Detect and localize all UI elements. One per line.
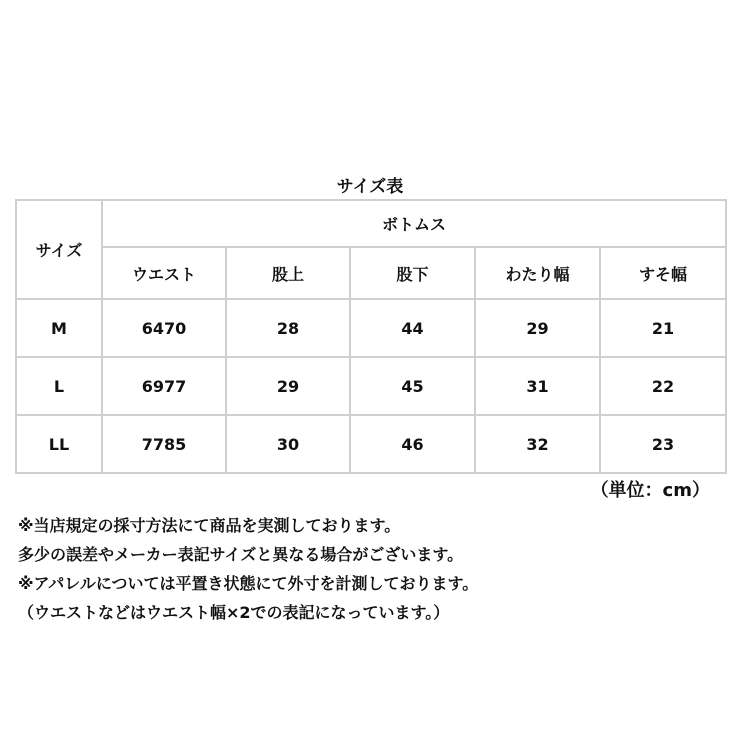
table-cell: 30 [226, 415, 350, 473]
table-title: サイズ表 [336, 177, 404, 197]
table-cell: 29 [226, 357, 350, 415]
size-label: L [16, 357, 102, 415]
table-cell: 6977 [102, 357, 226, 415]
column-header-rise: 股上 [226, 247, 350, 299]
table-row [16, 357, 726, 415]
column-header-waist: ウエスト [102, 247, 226, 299]
size-label: M [16, 299, 102, 357]
table-cell: 46 [350, 415, 475, 473]
notes [18, 511, 733, 627]
note-line: 多少の誤差やメーカー表記サイズと異なる場合がございます。 [18, 545, 464, 564]
table-cell: 28 [226, 299, 350, 357]
size-label: LL [16, 415, 102, 473]
table-cell: 22 [600, 357, 726, 415]
note-line: ※当店規定の採寸方法にて商品を実測しております。 [18, 516, 401, 535]
table-cell: 32 [475, 415, 600, 473]
table-row [16, 299, 726, 357]
table-cell: 29 [475, 299, 600, 357]
note-line: （ウエストなどはウエスト幅×2での表記になっています。） [18, 603, 450, 622]
column-header-hem-width: すそ幅 [600, 247, 726, 299]
table-row [16, 415, 726, 473]
column-header-thigh-width: わたり幅 [475, 247, 600, 299]
table-cell: 44 [350, 299, 475, 357]
table-cell: 45 [350, 357, 475, 415]
table-cell: 7785 [102, 415, 226, 473]
table-cell: 6470 [102, 299, 226, 357]
size-table [15, 199, 727, 474]
table-header-row-group [16, 200, 726, 247]
table-cell: 21 [600, 299, 726, 357]
note-line: ※アパレルについては平置き状態にて外寸を計測しております。 [18, 574, 479, 593]
table-cell: 31 [475, 357, 600, 415]
unit-label: （単位：cm） [590, 480, 710, 501]
table-header-row-columns [16, 247, 726, 299]
table-cell: 23 [600, 415, 726, 473]
size-column-header: サイズ [16, 200, 102, 299]
bottoms-group-header: ボトムス [102, 200, 726, 247]
column-header-inseam: 股下 [350, 247, 475, 299]
